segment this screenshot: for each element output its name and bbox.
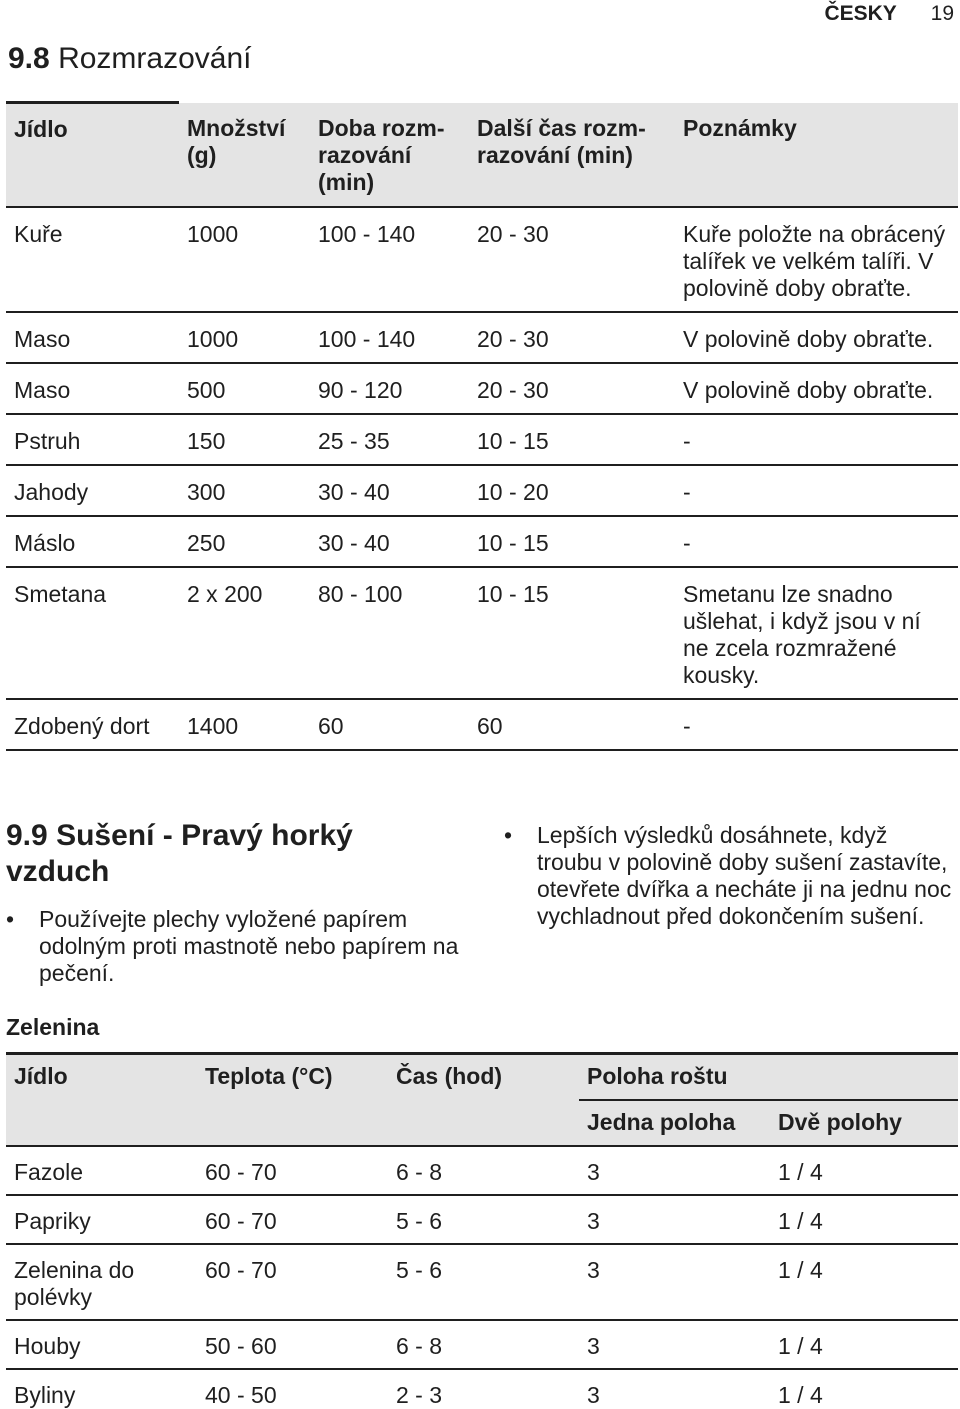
table-cell: 40 - 50 [197,1369,388,1409]
drying-heading [6,818,426,890]
defrost-section-title: Rozmrazování [58,42,252,75]
list-item: • Používejte plechy vyložené papírem odolným proti mastnotě nebo papírem na pečení. [6,906,466,987]
table-cell: Kuře [6,207,179,312]
veg-col-shelf-position: Poloha roštu [579,1054,958,1100]
table-cell: 60 [310,699,469,750]
table-cell: 6 - 8 [388,1320,579,1369]
table-cell: Byliny [6,1369,197,1409]
table-cell: Smetanu lze snadno ušlehat, i když jsou v ní ne zcela rozmražené kousky. [675,567,958,699]
table-cell: - [675,414,958,465]
table-cell: 500 [179,363,310,414]
veg-col-time: Čas (hod) [388,1054,579,1100]
table-cell: 10 - 15 [469,567,675,699]
table-cell: - [675,516,958,567]
veg-col-one-position: Jedna poloha [579,1100,770,1146]
table-cell: 30 - 40 [310,465,469,516]
table-cell: 50 - 60 [197,1320,388,1369]
defrost-col-extra-time: Další čas rozmrazování (min) [469,103,675,207]
list-item: • Lepších výsledků dosáhnete, když troubu v polovině doby sušení zastavíte, otevřete dvířka a necháte ji na jednu noc vychladnout před dokončením sušení. [504,822,954,930]
table-cell: 5 - 6 [388,1195,579,1244]
table-cell: Houby [6,1320,197,1369]
table-cell: 25 - 35 [310,414,469,465]
table-cell: - [675,699,958,750]
table-cell: 3 [579,1244,770,1320]
defrost-section-number: 9.8 [8,42,50,75]
table-cell: 60 - 70 [197,1244,388,1320]
vegetables-table-subheader [6,1100,958,1146]
table-cell: 80 - 100 [310,567,469,699]
drying-section-title: Sušení - Pravý horký vzduch [6,819,353,888]
vegetables-table [6,1052,958,1409]
table-row [6,516,958,567]
defrost-col-notes: Poznámky [675,103,958,207]
drying-tips-right [504,822,954,930]
table-cell: 1 / 4 [770,1369,958,1409]
table-cell: V polovině doby obraťte. [675,363,958,414]
defrost-table-header [6,103,958,207]
table-cell: 300 [179,465,310,516]
table-cell: 5 - 6 [388,1244,579,1320]
table-cell [6,1100,197,1146]
table-row [6,1369,958,1409]
table-row [6,1146,958,1195]
table-cell: Zelenina do polévky [6,1244,197,1320]
page-header [824,2,954,26]
veg-col-food: Jídlo [6,1054,197,1100]
table-cell: Kuře položte na obrácený talířek ve velkém talíři. V polovině doby obraťte. [675,207,958,312]
table-cell: 1000 [179,312,310,363]
table-row [6,414,958,465]
table-cell: 1 / 4 [770,1195,958,1244]
table-row [6,1320,958,1369]
vegetables-table-header [6,1054,958,1100]
table-cell: 60 - 70 [197,1146,388,1195]
table-cell: - [675,465,958,516]
table-row [6,1244,958,1320]
table-cell: Pstruh [6,414,179,465]
language-label: ČESKY [824,2,897,25]
table-cell: 1400 [179,699,310,750]
table-cell: 1 / 4 [770,1146,958,1195]
table-cell: V polovině doby obraťte. [675,312,958,363]
defrost-col-amount: Množství (g) [179,103,310,207]
table-cell: 1000 [179,207,310,312]
table-cell [388,1100,579,1146]
defrost-table [6,101,958,751]
table-cell: Maso [6,312,179,363]
page-number: 19 [930,2,954,25]
table-cell: 2 - 3 [388,1369,579,1409]
table-row [6,567,958,699]
drying-section-number: 9.9 [6,819,48,852]
table-cell: 250 [179,516,310,567]
table-cell: 2 x 200 [179,567,310,699]
table-cell: 100 - 140 [310,312,469,363]
table-row [6,465,958,516]
table-cell: 6 - 8 [388,1146,579,1195]
table-cell: Jahody [6,465,179,516]
veg-col-two-positions: Dvě polohy [770,1100,958,1146]
table-cell: 10 - 15 [469,516,675,567]
table-row [6,699,958,750]
table-cell: 1 / 4 [770,1320,958,1369]
table-cell: 10 - 15 [469,414,675,465]
defrost-heading [8,42,251,76]
table-cell: Zdobený dort [6,699,179,750]
defrost-col-time: Doba rozmrazování (min) [310,103,469,207]
table-cell: 1 / 4 [770,1244,958,1320]
table-cell: Fazole [6,1146,197,1195]
vegetables-heading: Zelenina [6,1014,100,1040]
table-cell: Papriky [6,1195,197,1244]
table-cell: 3 [579,1369,770,1409]
defrost-col-food: Jídlo [6,103,179,207]
table-cell: 20 - 30 [469,312,675,363]
table-cell: 150 [179,414,310,465]
table-cell: 60 [469,699,675,750]
table-cell: 60 - 70 [197,1195,388,1244]
table-cell: 20 - 30 [469,363,675,414]
table-cell: 30 - 40 [310,516,469,567]
table-row [6,312,958,363]
table-cell: 20 - 30 [469,207,675,312]
veg-col-temperature: Teplota (°C) [197,1054,388,1100]
drying-tips-left [6,906,466,987]
table-cell: 3 [579,1320,770,1369]
table-cell: Maso [6,363,179,414]
table-cell: 3 [579,1146,770,1195]
table-cell: 3 [579,1195,770,1244]
table-cell: Smetana [6,567,179,699]
table-cell: 90 - 120 [310,363,469,414]
table-cell [197,1100,388,1146]
table-cell: Máslo [6,516,179,567]
table-row [6,1195,958,1244]
table-cell: 100 - 140 [310,207,469,312]
table-row [6,363,958,414]
table-cell: 10 - 20 [469,465,675,516]
table-row [6,207,958,312]
